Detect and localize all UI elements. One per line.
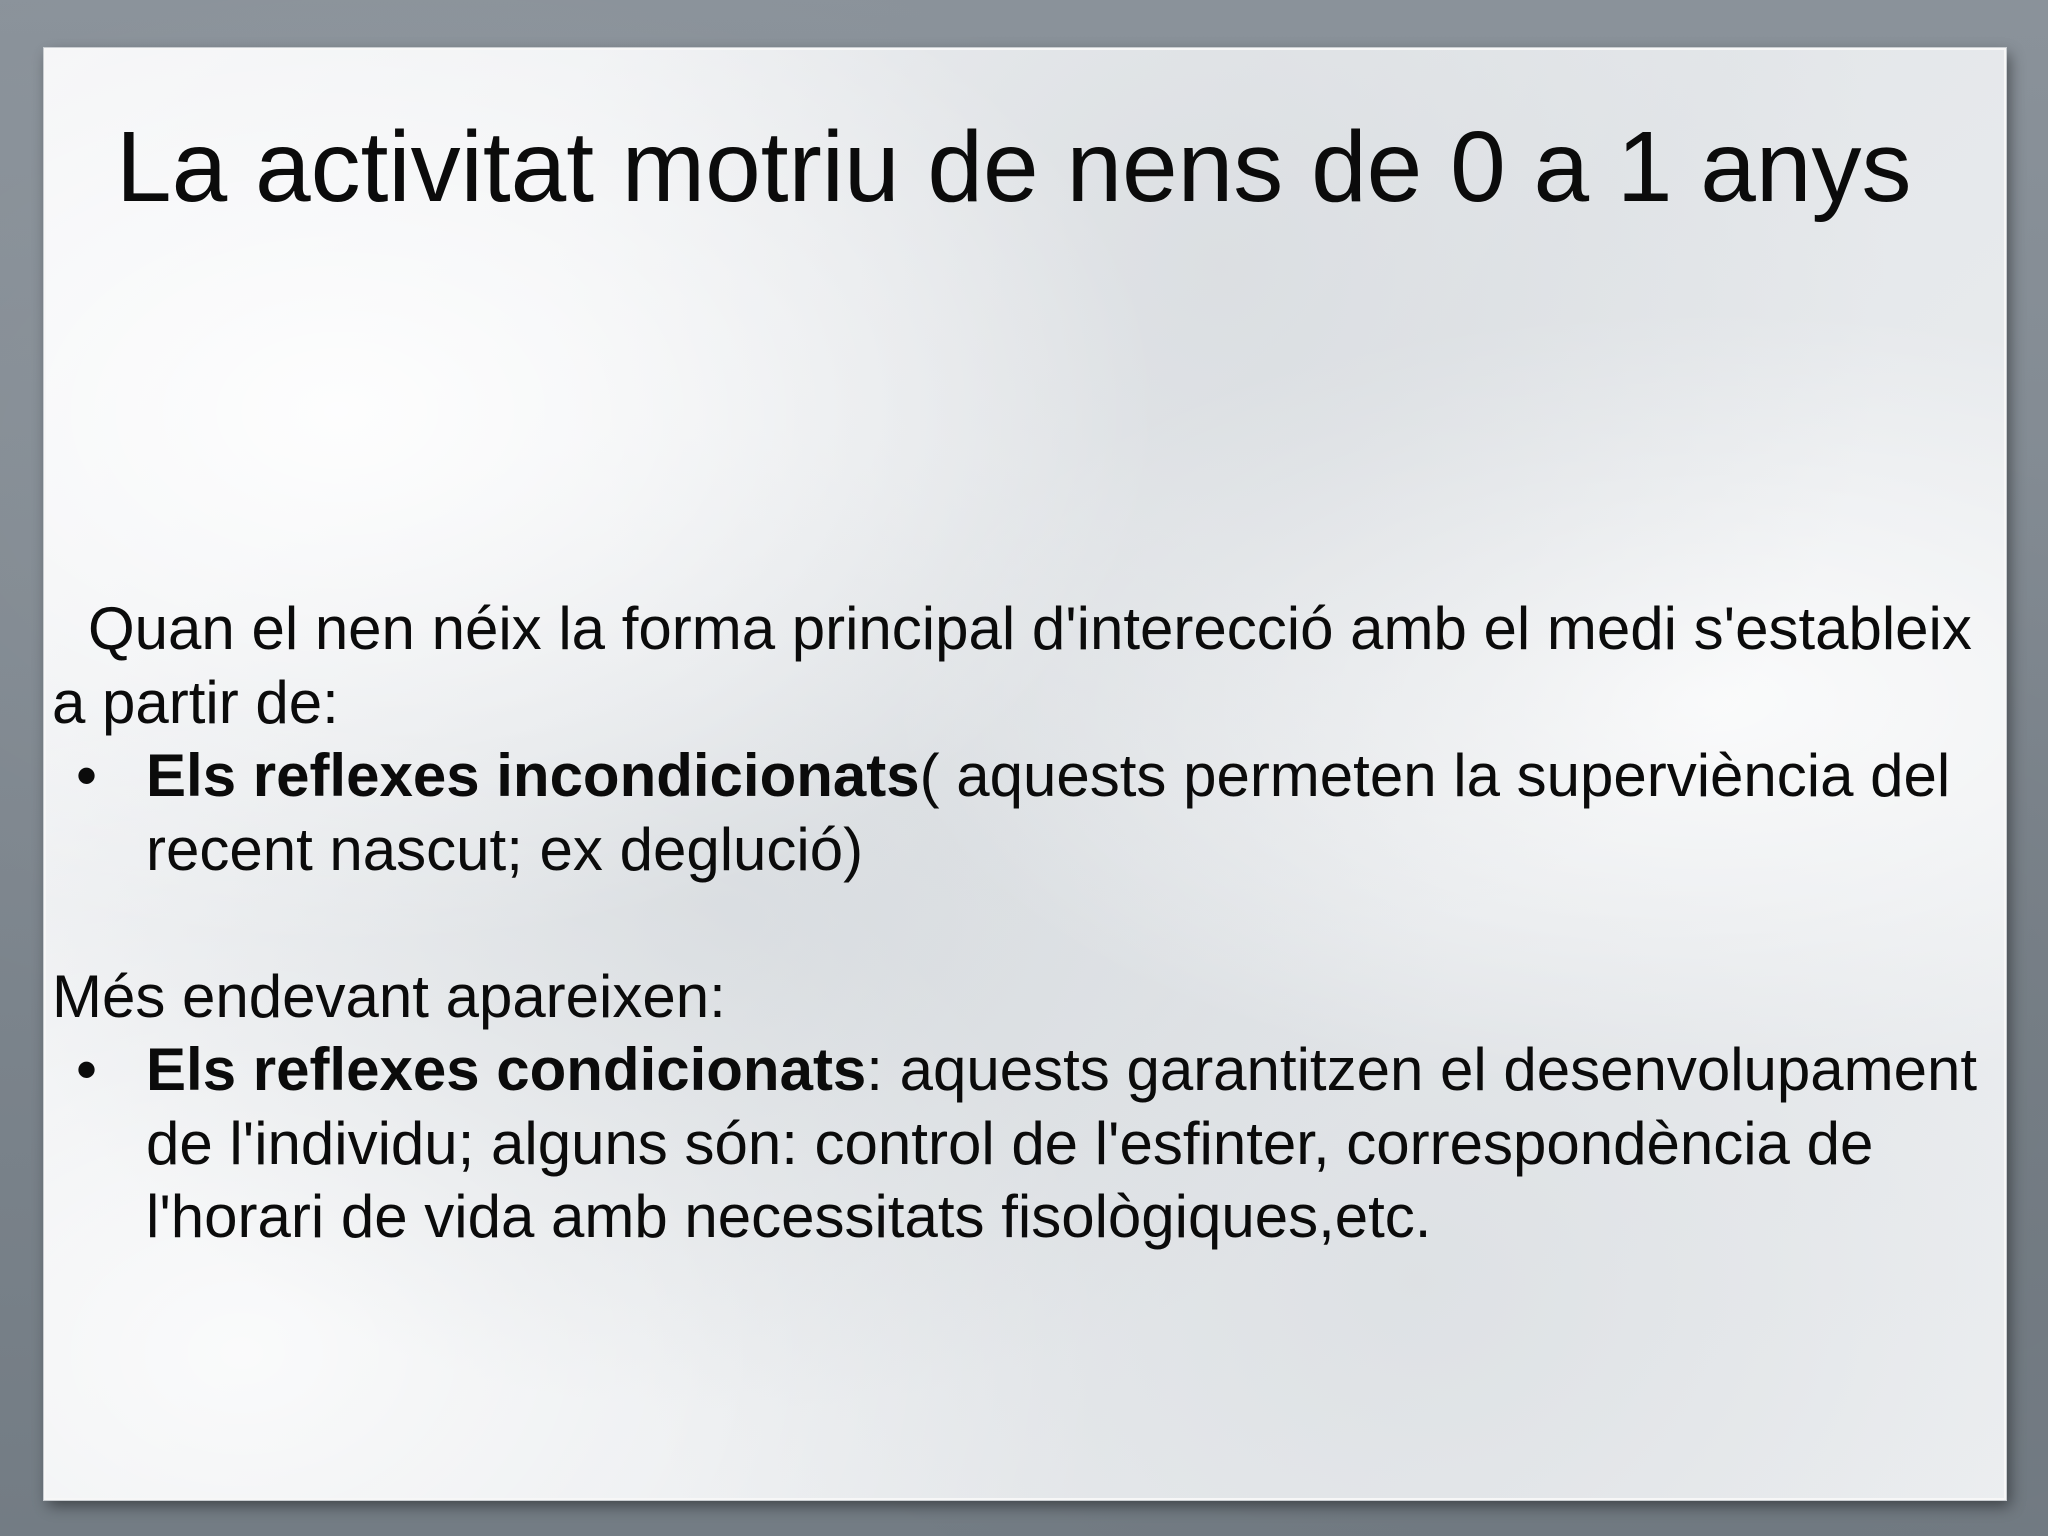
later-paragraph: Més endevant apareixen: bbox=[52, 962, 726, 1030]
bullet-description: ( aquests permeten la superviència del recent nascut; ex deglució) bbox=[146, 742, 1951, 883]
bullet-term: Els reflexes incondicionats bbox=[146, 742, 920, 809]
bullet-term: Els reflexes condicionats bbox=[146, 1036, 867, 1103]
bullet-item-unconditioned-reflexes bbox=[52, 739, 1982, 886]
bullet-dot-icon: • bbox=[76, 1036, 98, 1103]
slide bbox=[44, 48, 2006, 1500]
paragraph-spacer bbox=[52, 886, 1982, 960]
slide-title: La activitat motriu de nens de 0 a 1 anys bbox=[116, 111, 1912, 223]
bullet-item-conditioned-reflexes bbox=[52, 1033, 1982, 1254]
bullet-dot-icon: • bbox=[76, 742, 98, 809]
bullet-description: : aquests garantitzen el desenvolupament de l'individu; alguns són: control de l'esfinter, correspondència de l'horari de vida amb necessitats fisològiques,etc. bbox=[146, 1036, 1978, 1250]
slide-body bbox=[52, 592, 1982, 1254]
bullet-list-conditioned bbox=[52, 1033, 1982, 1254]
bullet-list-unconditioned bbox=[52, 739, 1982, 886]
intro-paragraph: Quan el nen néix la forma principal d'interecció amb el medi s'estableix a partir de: bbox=[52, 595, 1972, 736]
